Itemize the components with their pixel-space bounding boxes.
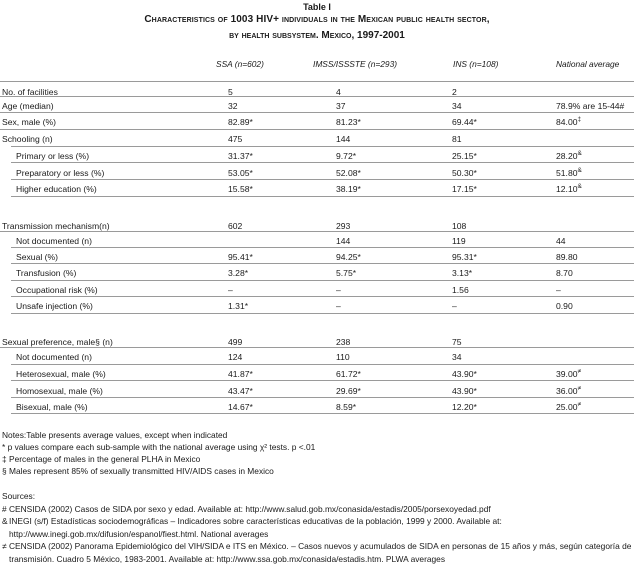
cell-ins: 25.15* — [452, 151, 477, 161]
footnote-marker: & — [577, 183, 582, 191]
cell-ins: 50.30* — [452, 168, 477, 178]
cell-imss: 94.25* — [336, 252, 361, 262]
row-label: Bisexual, male (%) — [16, 402, 88, 412]
cell-national-wrap — [556, 301, 573, 311]
table-row — [0, 151, 634, 164]
cell-ssa: 1.31* — [228, 301, 249, 311]
table-row — [0, 87, 634, 100]
cell-imss: 29.69* — [336, 386, 361, 396]
row-label: Transfusion (%) — [16, 268, 77, 278]
cell-national: 25.00 — [556, 402, 578, 412]
cell-ssa: 475 — [228, 134, 243, 144]
row-label: No. of facilities — [2, 87, 58, 97]
row-label: Sex, male (%) — [2, 117, 56, 127]
footnote-marker: & — [577, 150, 582, 158]
cell-ssa: 43.47* — [228, 386, 253, 396]
sources-heading: Sources: — [2, 491, 36, 501]
footnote-marker: ≠ — [577, 368, 582, 376]
cell-imss: 9.72* — [336, 151, 357, 161]
column-header-imss: IMSS/ISSSTE (n=293) — [313, 59, 398, 69]
row-label: Unsafe injection (%) — [16, 301, 93, 311]
row-label: Preparatory or less (%) — [16, 168, 105, 178]
row-label: Primary or less (%) — [16, 151, 90, 161]
row-label: Homosexual, male (%) — [16, 386, 103, 396]
table-row — [0, 117, 634, 130]
cell-national-wrap — [556, 236, 566, 246]
cell-national: 78.9% are 15-44# — [556, 101, 625, 111]
cell-ins: 69.44* — [452, 117, 477, 127]
row-label: Schooling (n) — [2, 134, 53, 144]
cell-national: 51.80 — [556, 168, 578, 178]
table-row — [0, 301, 634, 314]
footnote-marker: ≠ — [577, 385, 582, 393]
table-row — [0, 402, 634, 415]
cell-national-wrap — [556, 184, 582, 194]
table-row — [0, 386, 634, 399]
cell-ssa: 5 — [228, 87, 233, 97]
source-entry — [2, 503, 632, 516]
footnote-marker: & — [577, 167, 582, 175]
source-mark: # — [2, 504, 7, 514]
footnote-marker: ‡ — [577, 116, 582, 124]
row-label: Age (median) — [2, 101, 54, 111]
cell-ins: 81 — [452, 134, 462, 144]
cell-national: 44 — [556, 236, 566, 246]
column-header-ins: INS (n=108) — [453, 59, 499, 69]
cell-imss: 37 — [336, 101, 346, 111]
cell-national: 84.00 — [556, 117, 578, 127]
cell-ssa: 82.89* — [228, 117, 253, 127]
cell-national: 12.10 — [556, 184, 578, 194]
cell-national-wrap — [556, 386, 581, 396]
table-label: Table I — [303, 2, 331, 12]
cell-imss: 238 — [336, 337, 351, 347]
note-line: * p values compare each sub-sample with the national average using χ² tests. p <.01 — [2, 442, 316, 452]
cell-ssa: 32 — [228, 101, 238, 111]
table-title-line2: by health subsystem. Mexico, 1997-2001 — [229, 30, 405, 41]
row-label: Sexual (%) — [16, 252, 59, 262]
cell-ins: 108 — [452, 221, 467, 231]
row-label: Not documented (n) — [16, 352, 92, 362]
cell-ins: 95.31* — [452, 252, 477, 262]
row-label: Occupational risk (%) — [16, 285, 98, 295]
source-mark: ≠ — [2, 541, 7, 551]
cell-imss: 52.08* — [336, 168, 361, 178]
cell-ins: 43.90* — [452, 369, 477, 379]
footnote-marker: ≠ — [577, 401, 582, 409]
row-label: Sexual preference, male§ (n) — [2, 337, 113, 347]
cell-imss: 81.23* — [336, 117, 361, 127]
cell-ins: 34 — [452, 352, 462, 362]
cell-ins: 75 — [452, 337, 462, 347]
cell-ins: 34 — [452, 101, 462, 111]
note-line: Notes:Table presents average values, except when indicated — [2, 430, 228, 440]
column-header-national: National average — [556, 59, 620, 69]
table-title-line1: Characteristics of 1003 HIV+ individuals in the Mexican public health sector, — [144, 14, 490, 25]
cell-national-wrap — [556, 285, 561, 295]
cell-ssa: 41.87* — [228, 369, 253, 379]
cell-ssa: 31.37* — [228, 151, 253, 161]
cell-ssa: 124 — [228, 352, 243, 362]
cell-imss: 293 — [336, 221, 351, 231]
cell-ssa: 95.41* — [228, 252, 253, 262]
row-label: Heterosexual, male (%) — [16, 369, 106, 379]
cell-national: 8.70 — [556, 268, 573, 278]
cell-ssa: 53.05* — [228, 168, 253, 178]
cell-ssa: – — [228, 285, 233, 295]
cell-ins: 43.90* — [452, 386, 477, 396]
cell-ssa: 3.28* — [228, 268, 249, 278]
cell-ssa: 602 — [228, 221, 243, 231]
table-row — [0, 168, 634, 181]
cell-national-wrap — [556, 101, 624, 111]
row-divider — [0, 81, 634, 82]
cell-national-wrap — [556, 369, 581, 379]
cell-national: 89.80 — [556, 252, 578, 262]
column-header-ssa: SSA (n=602) — [216, 59, 264, 69]
table-row — [0, 134, 634, 147]
source-entry — [2, 515, 632, 540]
cell-national: 39.00 — [556, 369, 578, 379]
table-row — [0, 221, 634, 234]
cell-imss: – — [336, 285, 341, 295]
cell-national: – — [556, 285, 561, 295]
cell-national-wrap — [556, 151, 582, 161]
cell-national: 0.90 — [556, 301, 573, 311]
table-row — [0, 236, 634, 249]
cell-imss: 61.72* — [336, 369, 361, 379]
cell-ssa: 14.67* — [228, 402, 253, 412]
cell-national-wrap — [556, 402, 581, 412]
table-row — [0, 184, 634, 197]
table-row — [0, 337, 634, 350]
cell-imss: 5.75* — [336, 268, 357, 278]
cell-imss: 144 — [336, 236, 351, 246]
cell-imss: 38.19* — [336, 184, 361, 194]
table-row — [0, 369, 634, 382]
cell-ins: 17.15* — [452, 184, 477, 194]
cell-ins: 1.56 — [452, 285, 469, 295]
source-text: INEGI (s/f) Estadísticas sociodemográficas – Indicadores sobre características educativas de la población, 1999 y 2000. Available at: http://www.inegi.gob.mx/difusion/espanol/fiest.html. National averages — [9, 516, 502, 539]
cell-imss: 110 — [336, 352, 350, 362]
cell-ins: 119 — [452, 236, 466, 246]
source-entry — [2, 540, 632, 565]
cell-ins: – — [452, 301, 457, 311]
note-line: ‡ Percentage of males in the general PLHA in Mexico — [2, 454, 201, 464]
note-line: § Males represent 85% of sexually transmitted HIV/AIDS cases in Mexico — [2, 466, 274, 476]
cell-national-wrap — [556, 117, 581, 127]
cell-imss: 144 — [336, 134, 351, 144]
source-text: CENSIDA (2002) Casos de SIDA por sexo y edad. Available at: http://www.salud.gob.mx/conasida/estadis/2005/porsexoyedad.pdf — [9, 504, 491, 514]
cell-national: 28.20 — [556, 151, 578, 161]
cell-imss: 8.59* — [336, 402, 357, 412]
source-mark: & — [2, 516, 8, 526]
cell-national-wrap — [556, 252, 578, 262]
table-row — [0, 285, 634, 298]
row-label: Higher education (%) — [16, 184, 97, 194]
cell-ssa: 499 — [228, 337, 243, 347]
cell-imss: – — [336, 301, 341, 311]
cell-ins: 3.13* — [452, 268, 473, 278]
table-row — [0, 252, 634, 265]
cell-imss: 4 — [336, 87, 341, 97]
row-label: Transmission mechanism(n) — [2, 221, 110, 231]
table-row — [0, 268, 634, 281]
row-label: Not documented (n) — [16, 236, 92, 246]
cell-national: 36.00 — [556, 386, 578, 396]
source-text: CENSIDA (2002) Panorama Epidemiológico del VIH/SIDA e ITS en México. – Casos nuevos y acumulados de SIDA en personas de 15 años y más, según categoría de transmisión. Cuadro 5 México, 1983-2001. Available at: http://www.ssa.gob.mx/conasida/estadis.htm. PLWA averages — [9, 541, 632, 564]
table-row — [0, 352, 634, 365]
cell-ins: 2 — [452, 87, 457, 97]
cell-ssa: 15.58* — [228, 184, 253, 194]
cell-national-wrap — [556, 268, 573, 278]
cell-national-wrap — [556, 168, 582, 178]
cell-ins: 12.20* — [452, 402, 477, 412]
table-row — [0, 101, 634, 114]
